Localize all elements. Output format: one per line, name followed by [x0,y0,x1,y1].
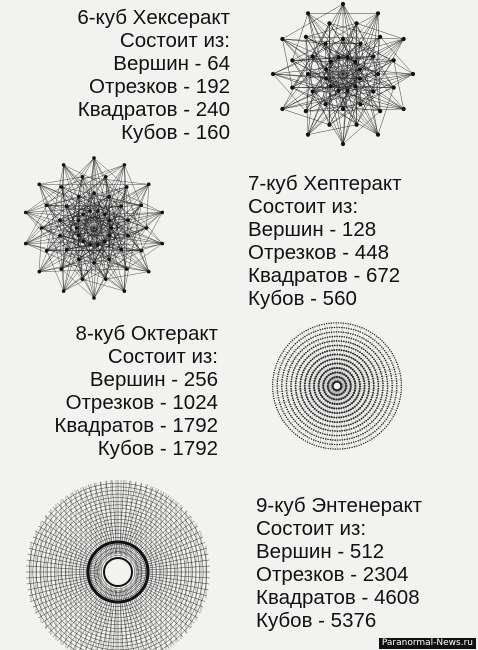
enneract-subtitle: Состоит из: [256,517,367,540]
watermark: Paranormal-News.ru [379,638,476,649]
octeract-squares: Квадратов - 1792 [54,414,218,437]
hexeract-edges: Отрезков - 192 [89,75,230,98]
hepteract-cubes: Кубов - 560 [248,287,357,310]
enneract-cubes: Кубов - 5376 [256,609,377,632]
octeract-projection [262,314,412,464]
hepteract-projection [20,148,168,308]
hepteract-subtitle: Состоит из: [248,195,359,218]
enneract-edges: Отрезков - 2304 [256,563,409,586]
hepteract-edges: Отрезков - 448 [248,241,389,264]
enneract-squares: Квадратов - 4608 [256,586,420,609]
octeract-vertices: Вершин - 256 [89,368,218,391]
hepteract-squares: Квадратов - 672 [248,264,401,287]
octeract-subtitle: Состоит из: [107,345,218,368]
octeract-cubes: Кубов - 1792 [97,437,218,460]
enneract-text [256,494,466,632]
octeract-text [22,322,218,460]
hepteract-title: 7-куб Хептеракт [248,172,402,195]
hexeract-squares: Квадратов - 240 [77,98,230,121]
octeract-title: 8-куб Октеракт [75,322,218,345]
hexeract-subtitle: Состоит из: [119,29,230,52]
hepteract-text [248,172,458,310]
hexeract-text [52,6,230,144]
enneract-vertices: Вершин - 512 [256,540,385,563]
hexeract-projection [258,0,428,150]
enneract-projection [4,480,236,650]
hexeract-title: 6-куб Хексеракт [77,6,230,29]
hexeract-vertices: Вершин - 64 [113,52,230,75]
octeract-edges: Отрезков - 1024 [65,391,218,414]
enneract-title: 9-куб Энтенеракт [256,494,423,517]
hepteract-vertices: Вершин - 128 [248,218,377,241]
hexeract-cubes: Кубов - 160 [121,121,230,144]
